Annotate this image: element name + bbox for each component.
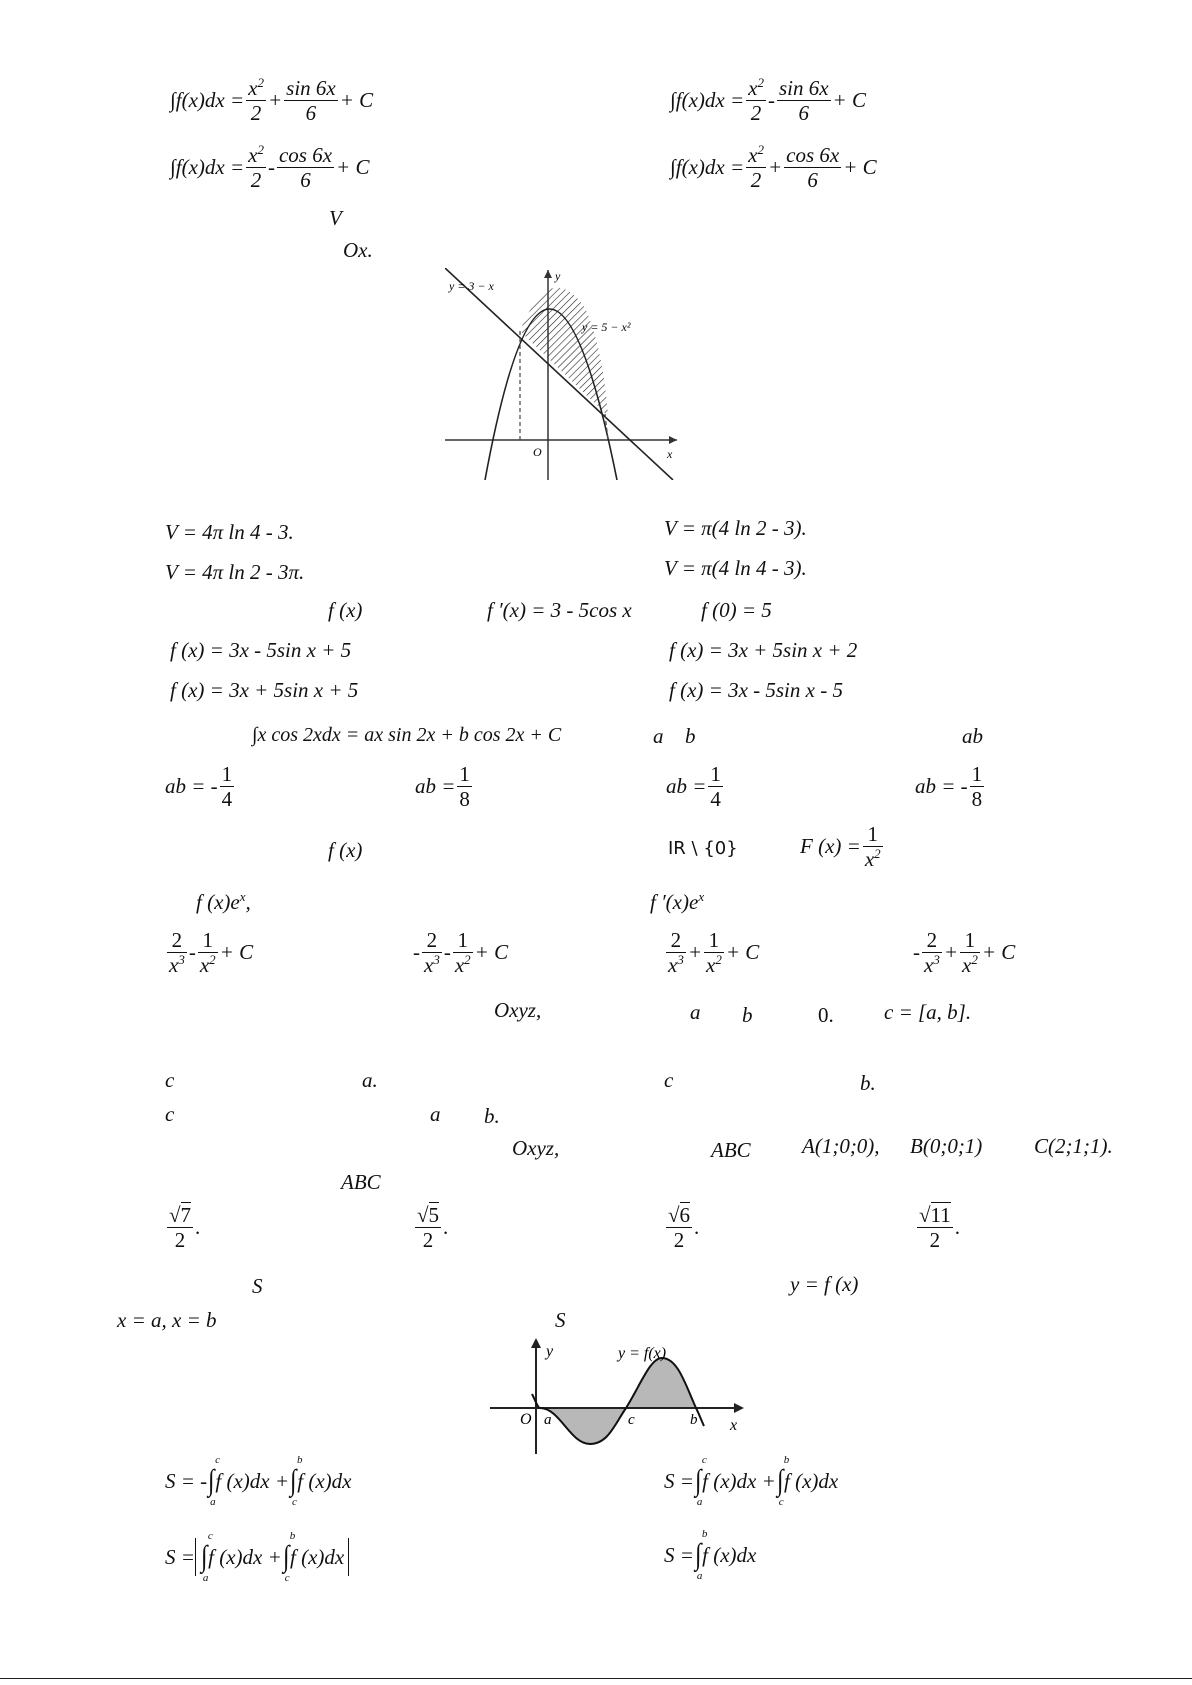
option-tri-d: $\frac{√11}{2}$ .: [919, 1203, 961, 1253]
origin-label: O: [533, 445, 542, 459]
area-a-label: a: [544, 1412, 552, 1428]
option-ab-b: ab = $\frac{1}{8}$: [415, 762, 470, 812]
option-tri-c: $\frac{√6}{2}$ .: [668, 1203, 700, 1253]
area-S: S: [252, 1274, 263, 1298]
ab-product: ab: [962, 724, 983, 748]
y-label: y: [555, 269, 561, 283]
volume-var: V: [329, 206, 342, 230]
volume-figure: [445, 268, 685, 480]
option-cross-a-c: c: [165, 1068, 175, 1092]
option-tri-a: $\frac{√7}{2}$ .: [169, 1203, 201, 1253]
antideriv-fx: f (x): [328, 598, 363, 622]
option-prim-a: $\frac{2}{x^3}$ - $\frac{1}{x^2}$ + C: [169, 928, 254, 978]
option-cross-c-c: c: [165, 1102, 175, 1126]
prim-F: F (x) = $\frac{1}{x^2}$: [800, 822, 881, 872]
tri-name-2: ABC: [341, 1170, 381, 1194]
antideriv-f0: f (0) = 5: [701, 598, 772, 622]
ab-var-b: b: [685, 724, 696, 748]
tri-point-a: A(1;0;0),: [802, 1134, 880, 1158]
option-area-b: S = ∫ c a f (x)dx + ∫ b c f (x)dx: [664, 1454, 839, 1508]
tri-name: ABC: [711, 1138, 751, 1162]
tri-point-b: B(0;0;1): [910, 1134, 983, 1158]
option-prim-d: - $\frac{2}{x^3}$ + $\frac{1}{x^2}$ + C: [913, 928, 1016, 978]
option-cross-a-v: a.: [362, 1068, 378, 1092]
cross-var-b: b: [742, 1003, 753, 1027]
tri-space: Oxyz,: [512, 1136, 560, 1160]
cross-var-a: a: [690, 1000, 701, 1024]
cross-zero: 0.: [818, 1003, 834, 1027]
line-label: y = 3 − x: [449, 279, 494, 293]
option-area-a: S = - ∫ c a f (x)dx + ∫ b c f (x)dx: [165, 1454, 352, 1508]
option-prim-c: $\frac{2}{x^3}$ + $\frac{1}{x^2}$ + C: [668, 928, 760, 978]
option-prev-b: ∫f(x)dx = $\frac{x^2}{2}$ - $\frac{\sin 6x}{6}$ + C: [670, 75, 866, 126]
option-volume-a: V = 4π ln 4 - 3.: [165, 520, 294, 544]
option-antideriv-d: f (x) = 3x - 5sin x - 5: [669, 678, 843, 702]
axis-ox: Ox.: [343, 238, 373, 262]
prim-domain: IR \ {0}: [668, 838, 738, 859]
option-volume-b: V = π(4 ln 2 - 3).: [664, 516, 807, 540]
parabola-label: y = 5 − x²: [582, 320, 631, 334]
area-x-label: x: [730, 1417, 738, 1434]
option-volume-c: V = 4π ln 2 - 3π.: [165, 560, 305, 584]
option-prev-c: ∫f(x)dx = $\frac{x^2}{2}$ - $\frac{\cos 6x}{6}$ + C: [170, 142, 370, 193]
page-bottom-rule: [0, 1678, 1192, 1679]
ab-equation: ∫x cos 2xdx = ax sin 2x + b cos 2x + C: [252, 724, 562, 746]
option-ab-d: ab = - $\frac{1}{8}$: [915, 762, 983, 812]
option-antideriv-c: f (x) = 3x + 5sin x + 5: [170, 678, 359, 702]
x-label: x: [667, 447, 673, 461]
option-area-c: S = ∫ c a f (x)dx + ∫ b c f (x)dx: [165, 1538, 349, 1576]
area-bounds: x = a, x = b: [117, 1308, 217, 1332]
prim-fex: f $(x)e^x$,: [196, 889, 251, 914]
area-y-label: y: [546, 1343, 554, 1360]
area-c-label: c: [628, 1412, 635, 1428]
antideriv-fprime: f ′(x) = 3 - 5cos x: [487, 598, 632, 622]
option-prim-b: - $\frac{2}{x^3}$ - $\frac{1}{x^2}$ + C: [413, 928, 509, 978]
tri-point-c: C(2;1;1).: [1034, 1134, 1113, 1158]
option-cross-b-v: b.: [860, 1071, 876, 1095]
option-cross-c-v2: b.: [484, 1104, 500, 1128]
option-tri-b: $\frac{√5}{2}$ .: [417, 1203, 449, 1253]
area-curve-label: y = f(x): [618, 1345, 667, 1362]
shaded-region: [520, 288, 608, 416]
option-prev-d: ∫f(x)dx = $\frac{x^2}{2}$ + $\frac{\cos 6x}{6}$ + C: [670, 142, 877, 193]
area-origin-label: O: [520, 1411, 532, 1428]
option-volume-d: V = π(4 ln 4 - 3).: [664, 556, 807, 580]
option-ab-c: ab = $\frac{1}{4}$: [666, 762, 721, 812]
option-antideriv-b: f (x) = 3x + 5sin x + 2: [669, 638, 858, 662]
area-yfx: y = f (x): [790, 1272, 859, 1296]
option-area-d: S = ∫ b a f (x)dx: [664, 1528, 757, 1582]
option-ab-a: ab = - $\frac{1}{4}$: [165, 762, 233, 812]
option-cross-b-c: c: [664, 1068, 674, 1092]
area-b-label: b: [690, 1412, 698, 1428]
area-figure: [490, 1336, 750, 1454]
option-cross-c-v1: a: [430, 1102, 441, 1126]
option-prev-a: ∫f(x)dx = $\frac{x^2}{2}$ + $\frac{\sin 6x}{6}$ + C: [170, 75, 374, 126]
prim-fpex: f $'(x)e^x$: [650, 889, 705, 914]
option-antideriv-a: f (x) = 3x - 5sin x + 5: [170, 638, 352, 662]
cross-space: Oxyz,: [494, 998, 542, 1022]
ab-var-a: a: [653, 724, 664, 748]
prim-fx: f (x): [328, 838, 363, 862]
cross-c-eq: c = [a, b].: [884, 1000, 972, 1024]
area-S2: S: [555, 1308, 566, 1332]
